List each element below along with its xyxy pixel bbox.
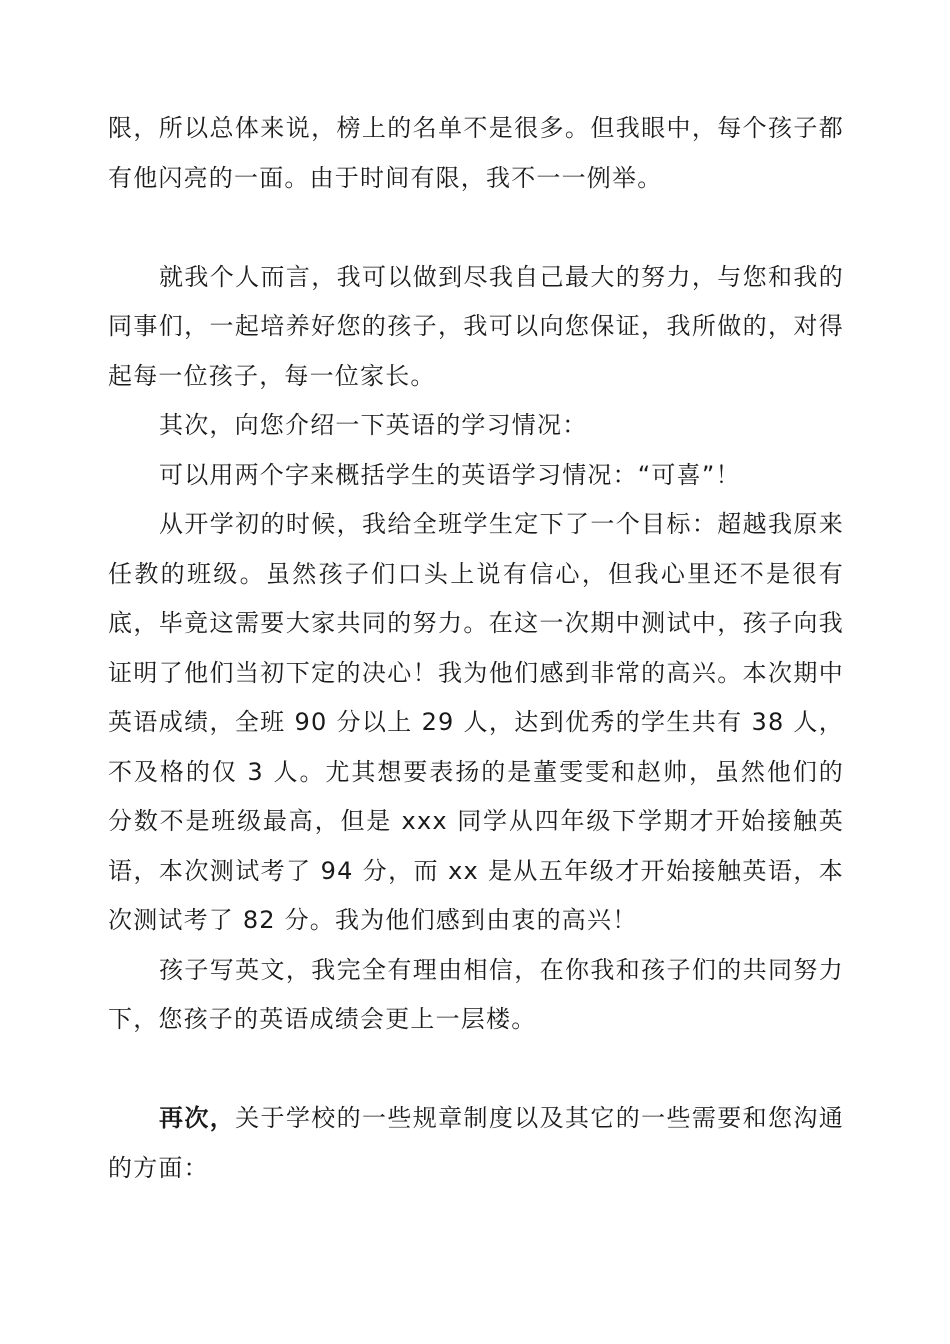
paragraph-lead-in: 再次， xyxy=(159,1104,236,1132)
paragraph-english-summary: 可以用两个字来概括学生的英语学习情况：“可喜”！ xyxy=(159,460,741,489)
paragraph-continuation: 限，所以总体来说，榜上的名单不是很多。但我眼中，每个孩子都有他闪亮的一面。由于时间有限，我不一一例举。 xyxy=(108,114,844,192)
blank-line xyxy=(108,1045,844,1095)
paragraph-english-intro: 其次，向您介绍一下英语的学习情况： xyxy=(159,411,588,439)
paragraph-school-rules xyxy=(108,1094,844,1193)
blank-line xyxy=(108,203,844,253)
paragraph-english-outlook: 孩子写英文，我完全有理由相信，在你我和孩子们的共同努力下，您孩子的英语成绩会更上一层楼。 xyxy=(108,955,844,1033)
paragraph-personal-commitment: 就我个人而言，我可以做到尽我自己最大的努力，与您和我的同事们，一起培养好您的孩子，我可以向您保证，我所做的，对得起每一位孩子，每一位家长。 xyxy=(108,262,844,390)
document-body xyxy=(108,104,844,1193)
paragraph-english-results: 从开学初的时候，我给全班学生定下了一个目标：超越我原来任教的班级。虽然孩子们口头上说有信心，但我心里还不是很有底，毕竟这需要大家共同的努力。在这一次期中测试中，孩子向我证明了他们当初下定的决心！我为他们感到非常的高兴。本次期中英语成绩，全班 90 分以上 29 人，达到优秀的学生共有 38 人，不及格的仅 3 人。尤其想要表扬的是董雯雯和赵帅，虽然他们的分数不是班级最高，但是 xxx 同学从四年级下学期才开始接触英语，本次测试考了 94 分，而 xx 是从五年级才开始接触英语，本次测试考了 82 分。我为他们感到由衷的高兴！ xyxy=(108,510,844,934)
paragraph-text: 关于学校的一些规章制度以及其它的一些需要和您沟通的方面： xyxy=(108,1104,844,1182)
